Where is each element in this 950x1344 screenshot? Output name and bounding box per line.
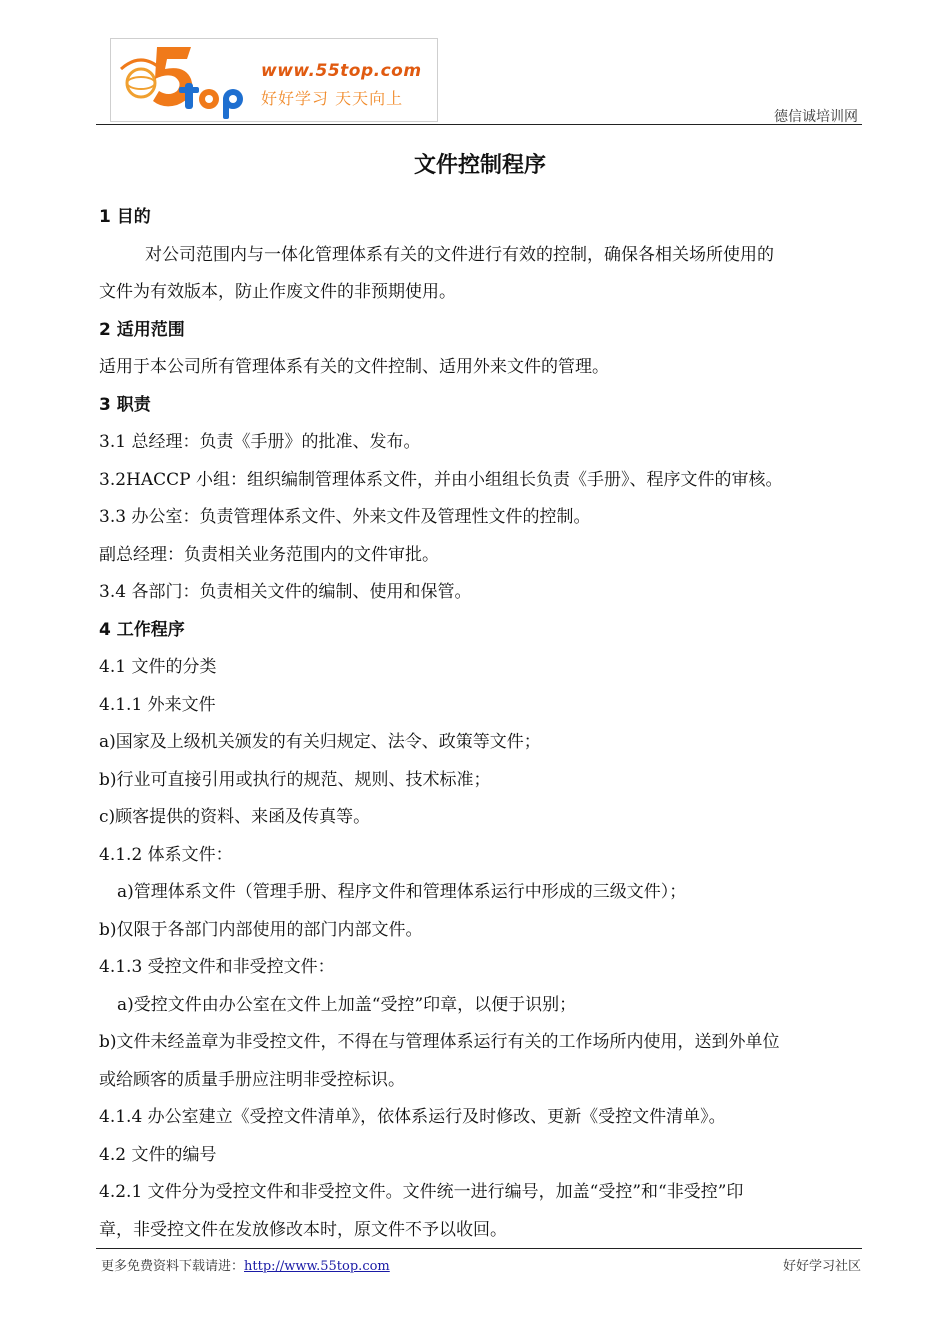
paragraph-line: 3.3 办公室：负责管理体系文件、外来文件及管理性文件的控制。 — [99, 507, 591, 527]
footer-link[interactable]: http://www.55top.com — [244, 1259, 390, 1274]
section-heading: 2 适用范围 — [99, 319, 185, 340]
section-heading: 4 工作程序 — [99, 619, 185, 640]
paragraph-line: 4.2 文件的编号 — [99, 1144, 217, 1165]
paragraph-line: b)仅限于各部门内部使用的部门内部文件。 — [99, 919, 423, 940]
logo-slogan: 好好学习 天天向上 — [261, 89, 404, 108]
paragraph-line: c)顾客提供的资料、来函及传真等。 — [99, 807, 371, 827]
paragraph-line: 4.1.4 办公室建立《受控文件清单》，依体系运行及时修改、更新《受控文件清单》。 — [99, 1107, 726, 1127]
paragraph-line: 3.2HACCP 小组：组织编制管理体系文件，并由小组组长负责《手册》、程序文件的审核。 — [99, 469, 783, 490]
paragraph-line: 4.1 文件的分类 — [99, 657, 217, 677]
paragraph-line: 4.2.1 文件分为受控文件和非受控文件。文件统一进行编号，加盖“受控”和“非受控”印 — [99, 1182, 744, 1202]
paragraph-line: 3.4 各部门：负责相关文件的编制、使用和保管。 — [99, 582, 472, 602]
document-title: 文件控制程序 — [413, 153, 546, 178]
header-divider — [96, 124, 862, 125]
paragraph-line: 适用于本公司所有管理体系有关的文件控制、适用外来文件的管理。 — [99, 357, 609, 377]
paragraph-line: b)文件未经盖章为非受控文件，不得在与管理体系运行有关的工作场所内使用，送到外单位 — [99, 1032, 780, 1052]
paragraph-line: a)管理体系文件（管理手册、程序文件和管理体系运行中形成的三级文件）； — [117, 882, 687, 902]
paragraph-line: a)国家及上级机关颁发的有关归规定、法令、政策等文件； — [99, 732, 541, 752]
document-body — [99, 199, 869, 1249]
paragraph-line: b)行业可直接引用或执行的规范、规则、技术标准； — [99, 769, 491, 790]
site-name: 德信诚培训网 — [774, 109, 858, 125]
paragraph-line: 文件为有效版本，防止作废文件的非预期使用。 — [99, 282, 456, 302]
paragraph-line: a)受控文件由办公室在文件上加盖“受控”印章，以便于识别； — [117, 994, 577, 1015]
footer-download-note — [101, 1255, 390, 1274]
paragraph-line: 4.1.2 体系文件： — [99, 844, 233, 865]
paragraph-line: 对公司范围内与一体化管理体系有关的文件进行有效的控制，确保各相关场所使用的 — [145, 244, 774, 265]
paragraph-line: 章，非受控文件在发放修改本时，原文件不予以收回。 — [99, 1219, 507, 1240]
site-logo[interactable] — [110, 38, 438, 122]
section-heading: 1 目的 — [99, 207, 151, 227]
section-heading: 3 职责 — [99, 394, 151, 415]
paragraph-line: 4.1.1 外来文件 — [99, 694, 216, 715]
paragraph-line: 4.1.3 受控文件和非受控文件： — [99, 957, 335, 977]
footer-divider — [96, 1248, 862, 1249]
paragraph-line: 副总经理：负责相关业务范围内的文件审批。 — [99, 544, 439, 565]
logo-url-text: www.55top.com — [261, 61, 422, 81]
paragraph-line: 或给顾客的质量手册应注明非受控标识。 — [99, 1069, 405, 1090]
paragraph-line: 3.1 总经理：负责《手册》的批准、发布。 — [99, 432, 421, 452]
footer-community: 好好学习社区 — [782, 1259, 861, 1274]
footer-download-text: 更多免费资料下载请进： — [101, 1259, 245, 1274]
